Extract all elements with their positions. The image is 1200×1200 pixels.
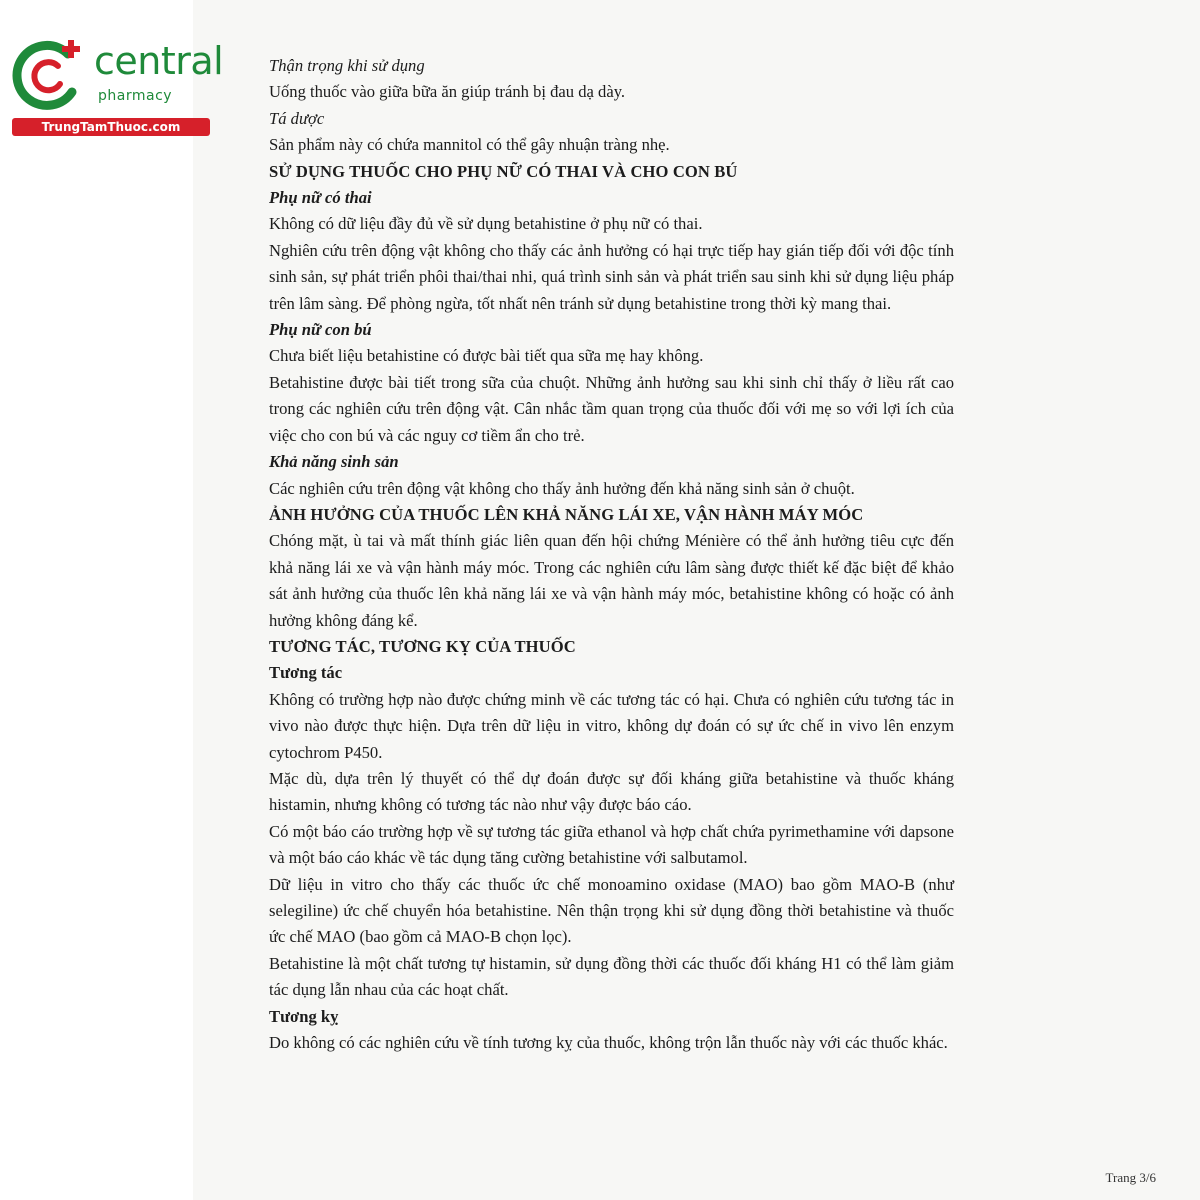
page-number: Trang 3/6 xyxy=(1105,1170,1156,1185)
paragraph: Chóng mặt, ù tai và mất thính giác liên quan đến hội chứng Ménière có thể ảnh hưởng tiêu cực đến khả năng lái xe và vận hành máy móc. Trong các nghiên cứu lâm sàng được thiết kế đặc biệt để khảo sát ảnh hưởng của thuốc lên khả năng lái xe và vận hành máy móc, betahistine không có hoặc có ảnh hưởng không đáng kể. xyxy=(269,531,954,630)
subheading: Khả năng sinh sản xyxy=(269,452,399,472)
brand-logo[interactable] xyxy=(10,36,224,138)
section-heading: TƯƠNG TÁC, TƯƠNG KỴ CỦA THUỐC xyxy=(269,636,576,656)
paragraph: Betahistine là một chất tương tự histamin, sử dụng đồng thời các thuốc đối kháng H1 có thể làm giảm tác dụng lẫn nhau của các hoạt chất. xyxy=(269,953,954,1000)
paragraph: Các nghiên cứu trên động vật không cho thấy ảnh hưởng đến khả năng sinh sản ở chuột. xyxy=(269,478,855,498)
brand-subtitle: pharmacy xyxy=(98,88,173,104)
paragraph: Dữ liệu in vitro cho thấy các thuốc ức chế monoamino oxidase (MAO) bao gồm MAO-B (như selegiline) ức chế chuyển hóa betahistine. Nên thận trọng khi sử dụng đồng thời betahistine và thuốc ức chế MAO (bao gồm cả MAO-B chọn lọc). xyxy=(269,874,954,947)
paragraph: Betahistine được bài tiết trong sữa của chuột. Những ảnh hưởng sau khi sinh chỉ thấy ở liều rất cao trong các nghiên cứu trên động vật. Cân nhắc tầm quan trọng của thuốc đối với mẹ so với lợi ích của việc cho con bú và các nguy cơ tiềm ẩn cho trẻ. xyxy=(269,372,954,445)
subheading: Thận trọng khi sử dụng xyxy=(269,56,425,75)
subheading: Tương tác xyxy=(269,663,343,683)
section-heading: SỬ DỤNG THUỐC CHO PHỤ NỮ CÓ THAI VÀ CHO CON BÚ xyxy=(269,161,738,181)
pharmacy-logo-icon xyxy=(10,36,90,116)
document-body xyxy=(269,53,954,1056)
paragraph: Nghiên cứu trên động vật không cho thấy các ảnh hưởng có hại trực tiếp hay gián tiếp đối với độc tính sinh sản, sự phát triển phôi thai/thai nhi, quá trình sinh sản và phát triển sau sinh khi sử dụng liệu pháp trên lâm sàng. Để phòng ngừa, tốt nhất nên tránh sử dụng betahistine trong thời kỳ mang thai. xyxy=(269,240,954,313)
paragraph: Có một báo cáo trường hợp về sự tương tác giữa ethanol và hợp chất chứa pyrimethamine với dapsone và một báo cáo khác về tác dụng tăng cường betahistine với salbutamol. xyxy=(269,821,954,868)
paragraph: Uống thuốc vào giữa bữa ăn giúp tránh bị đau dạ dày. xyxy=(269,82,626,102)
paragraph: Không có trường hợp nào được chứng minh về các tương tác có hại. Chưa có nghiên cứu tương tác in vivo nào được thực hiện. Dựa trên dữ liệu in vitro, không dự đoán có sự ức chế in vivo lên enzym cytochrom P450. xyxy=(269,689,954,762)
subheading: Tương kỵ xyxy=(269,1006,339,1026)
brand-name: central xyxy=(94,39,224,83)
paragraph: Mặc dù, dựa trên lý thuyết có thể dự đoán được sự đối kháng giữa betahistine và thuốc kháng histamin, nhưng không có tương tác nào như vậy được báo cáo. xyxy=(269,768,954,815)
section-heading: ẢNH HƯỞNG CỦA THUỐC LÊN KHẢ NĂNG LÁI XE, VẬN HÀNH MÁY MÓC xyxy=(269,504,864,524)
paragraph: Không có dữ liệu đầy đủ về sử dụng betahistine ở phụ nữ có thai. xyxy=(269,214,703,234)
subheading: Phụ nữ con bú xyxy=(269,320,372,340)
paragraph: Do không có các nghiên cứu về tính tương kỵ của thuốc, không trộn lẫn thuốc này với các thuốc khác. xyxy=(269,1033,948,1053)
paragraph: Sản phẩm này có chứa mannitol có thể gây nhuận tràng nhẹ. xyxy=(269,135,670,155)
subheading: Phụ nữ có thai xyxy=(269,188,372,208)
brand-url[interactable]: TrungTamThuoc.com xyxy=(12,118,210,136)
subheading: Tá dược xyxy=(269,108,325,128)
paragraph: Chưa biết liệu betahistine có được bài tiết qua sữa mẹ hay không. xyxy=(269,346,704,366)
